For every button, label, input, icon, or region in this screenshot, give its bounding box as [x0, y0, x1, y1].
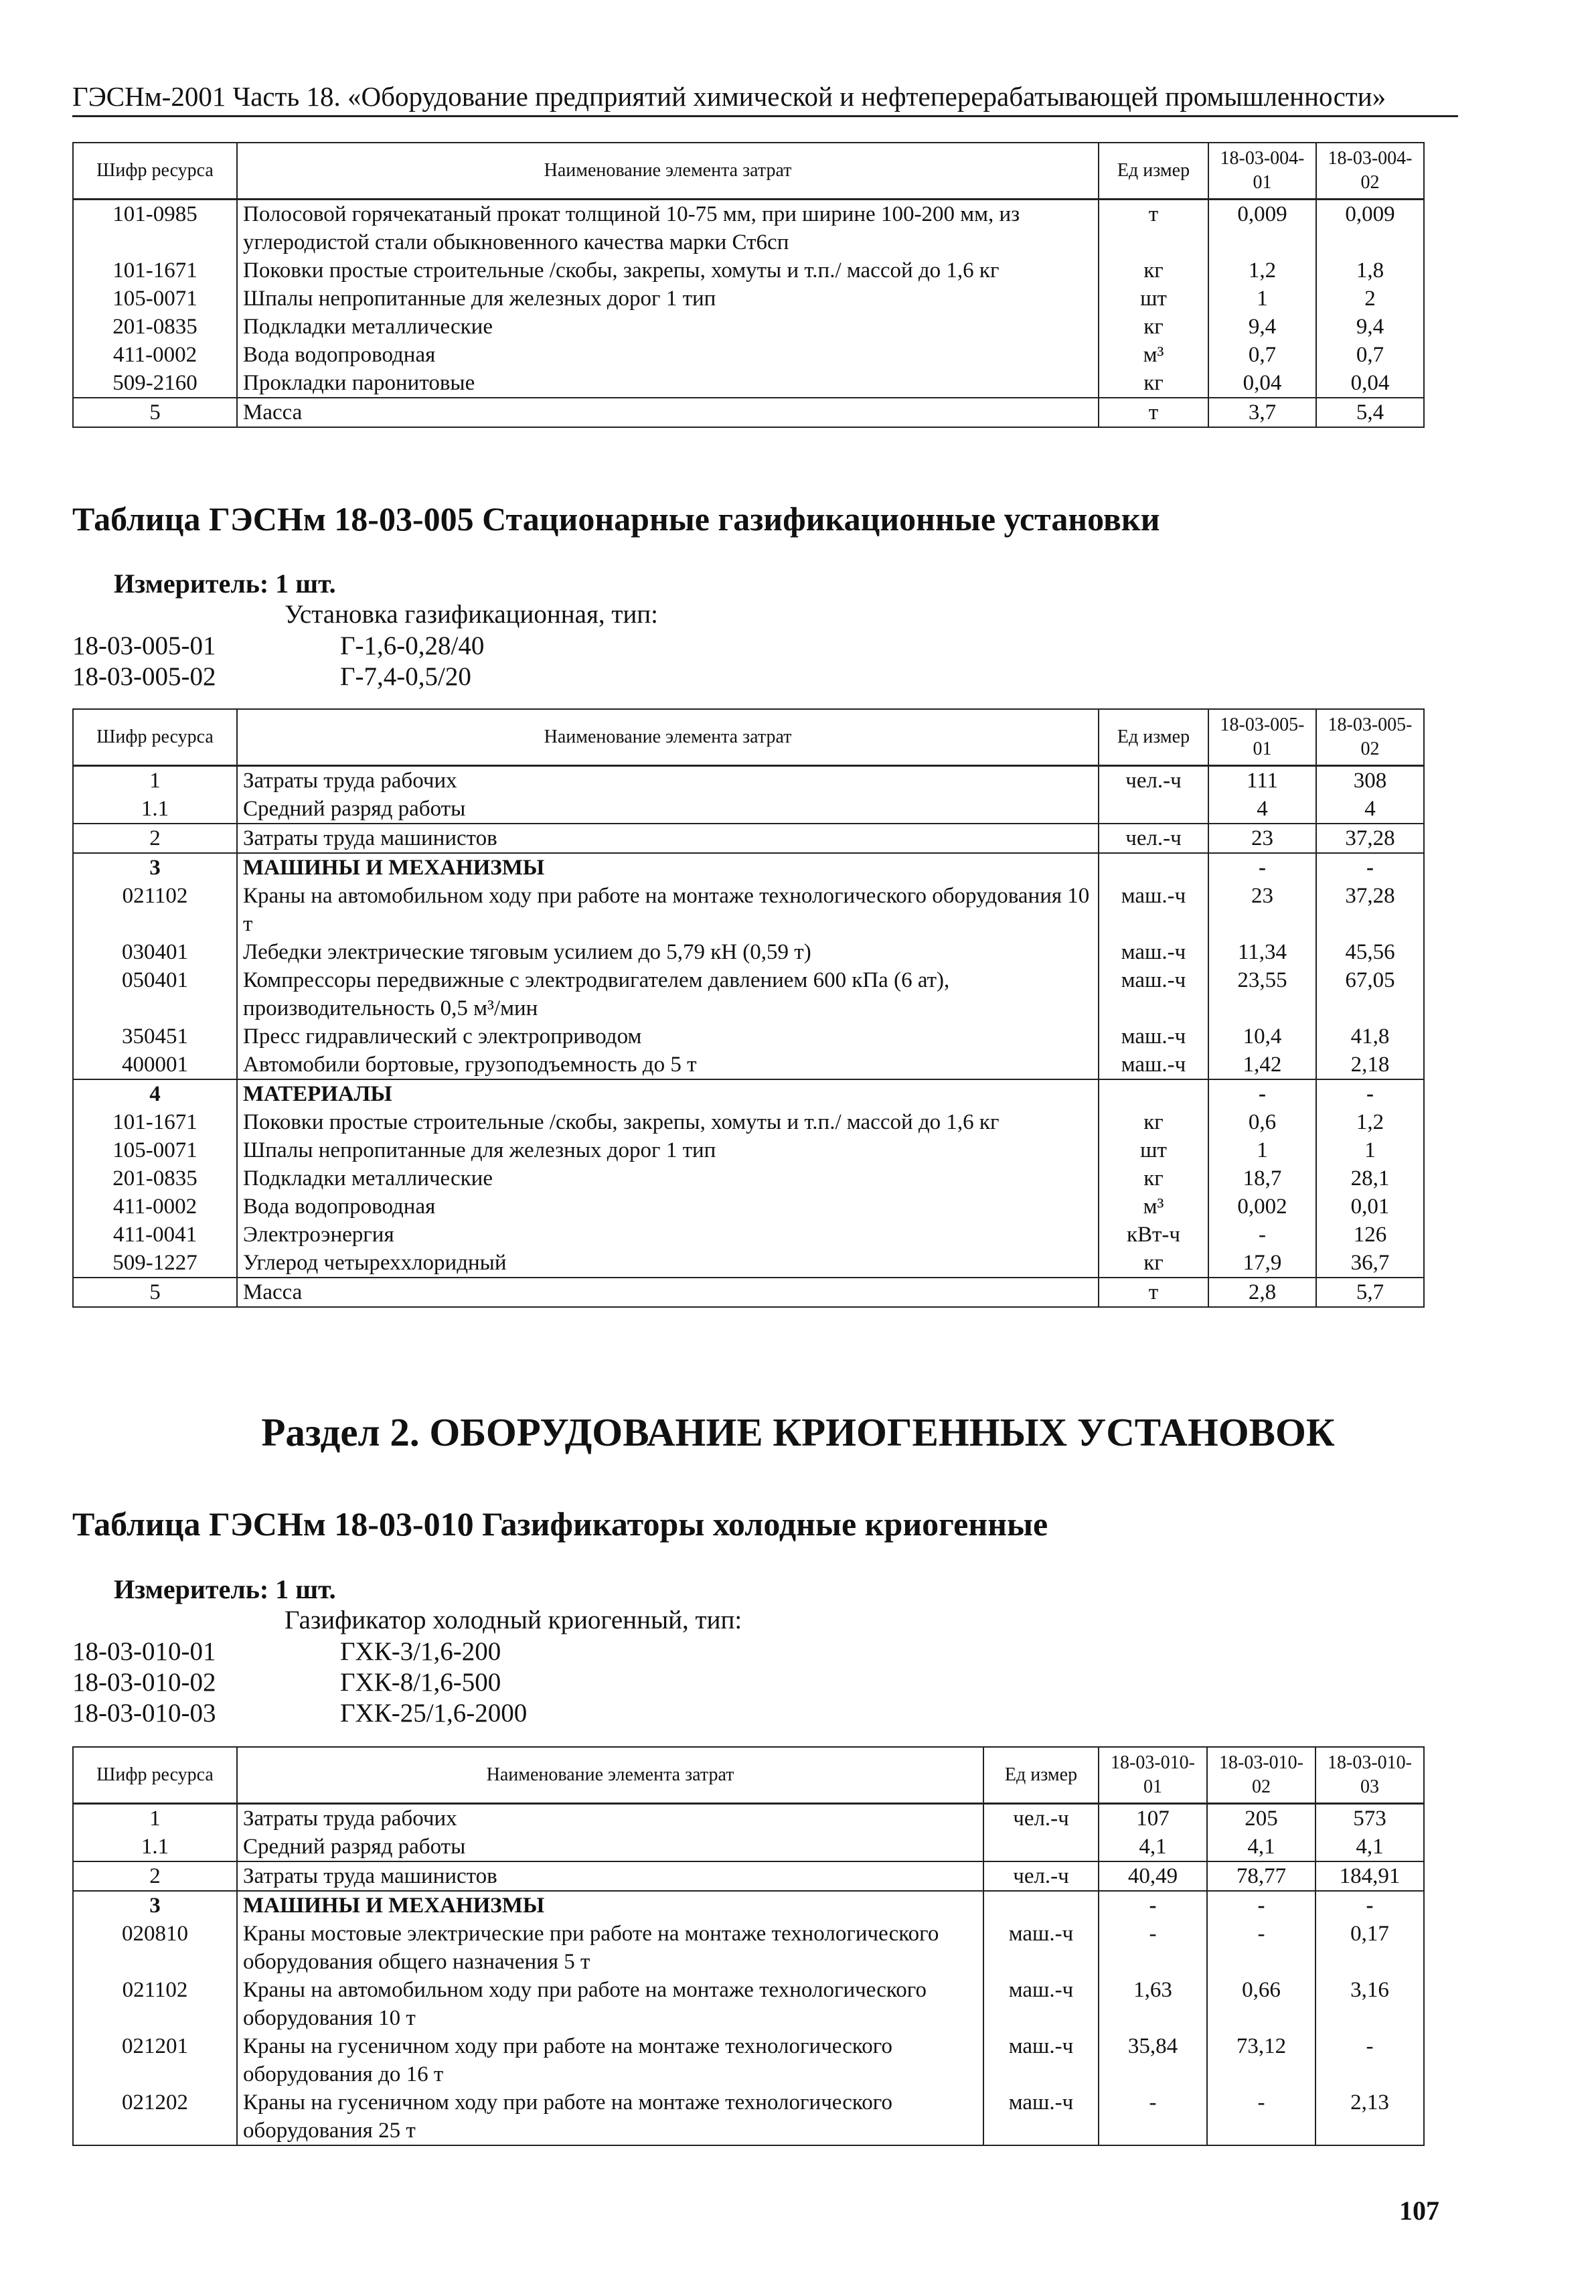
table-row: [73, 765, 1424, 795]
value-cell: 0,01: [1316, 1193, 1424, 1221]
table-row: [73, 882, 1424, 938]
resource-code-cell: 411-0002: [73, 1193, 237, 1221]
unit-cell: кг: [1099, 369, 1208, 398]
value-cell: 10,4: [1208, 1022, 1316, 1051]
value-cell: -: [1208, 1221, 1316, 1249]
table-row: [73, 256, 1424, 285]
resource-code-cell: 2: [73, 824, 237, 853]
resource-code-cell: 050401: [73, 966, 237, 1022]
unit-cell: чел.-ч: [983, 1803, 1099, 1833]
resource-code-cell: 2: [73, 1861, 237, 1891]
unit-cell: чел.-ч: [983, 1861, 1099, 1891]
value-cell: -: [1099, 1920, 1207, 1976]
resource-name-cell: Поковки простые строительные /скобы, закрепы, хомуты и т.п./ массой до 1,6 кг: [237, 256, 1099, 285]
value-cell: 573: [1315, 1803, 1424, 1833]
value-cell: 18,7: [1208, 1164, 1316, 1193]
table-row: [73, 1891, 1424, 1920]
unit-cell: маш.-ч: [1099, 1051, 1208, 1079]
value-cell: -: [1208, 853, 1316, 882]
resource-code-cell: 201-0835: [73, 1164, 237, 1193]
variant-code: 18-03-010-01: [72, 1637, 216, 1666]
resource-name-cell: Затраты труда рабочих: [237, 765, 1099, 795]
col-header-variant: 18-03-004-02: [1316, 143, 1424, 199]
table-row: [73, 1278, 1424, 1307]
unit-cell: маш.-ч: [983, 2032, 1099, 2088]
resource-name-cell: Пресс гидравлический с электроприводом: [237, 1022, 1099, 1051]
variant-name: Г-1,6-0,28/40: [340, 631, 485, 660]
table-row: [73, 966, 1424, 1022]
value-cell: -: [1315, 2032, 1424, 2088]
unit-cell: чел.-ч: [1099, 824, 1208, 853]
table-row: [73, 1249, 1424, 1278]
resource-name-cell: Прокладки паронитовые: [237, 369, 1099, 398]
resource-code-cell: 411-0041: [73, 1221, 237, 1249]
resource-name-cell: Средний разряд работы: [237, 1833, 983, 1861]
resource-code-cell: 020810: [73, 1920, 237, 1976]
col-header-code: Шифр ресурса: [73, 709, 237, 765]
resource-name-cell: МАТЕРИАЛЫ: [237, 1079, 1099, 1108]
table-row: [73, 795, 1424, 824]
resource-code-cell: 105-0071: [73, 1136, 237, 1164]
table-row: [73, 398, 1424, 427]
col-header-name: Наименование элемента затрат: [237, 709, 1099, 765]
value-cell: 9,4: [1208, 313, 1316, 341]
resource-name-cell: Масса: [237, 398, 1099, 427]
value-cell: 0,66: [1207, 1976, 1315, 2032]
value-cell: 4,1: [1315, 1833, 1424, 1861]
value-cell: 0,009: [1208, 199, 1316, 256]
value-cell: 5,4: [1316, 398, 1424, 427]
value-cell: 23: [1208, 824, 1316, 853]
value-cell: 1,8: [1316, 256, 1424, 285]
resource-name-cell: Автомобили бортовые, грузоподъемность до 5 т: [237, 1051, 1099, 1079]
value-cell: -: [1316, 853, 1424, 882]
value-cell: -: [1207, 2088, 1315, 2145]
resource-code-cell: 105-0071: [73, 285, 237, 313]
value-cell: 23: [1208, 882, 1316, 938]
unit-cell: маш.-ч: [1099, 938, 1208, 966]
col-header-code: Шифр ресурса: [73, 143, 237, 199]
install-type-label: Газификатор холодный криогенный, тип:: [285, 1606, 742, 1634]
value-cell: 45,56: [1316, 938, 1424, 966]
resource-table-18-03-005: [72, 708, 1425, 1308]
variant-row: [72, 662, 471, 692]
resource-code-cell: 101-1671: [73, 256, 237, 285]
unit-cell: кВт-ч: [1099, 1221, 1208, 1249]
value-cell: 126: [1316, 1221, 1424, 1249]
resource-name-cell: Компрессоры передвижные с электродвигателем давлением 600 кПа (6 ат), производительность 0,5 м³/мин: [237, 966, 1099, 1022]
table-row: [73, 1976, 1424, 2032]
col-header-variant: 18-03-005-01: [1208, 709, 1316, 765]
resource-name-cell: Затраты труда машинистов: [237, 1861, 983, 1891]
value-cell: 4,1: [1099, 1833, 1207, 1861]
col-header-variant: 18-03-010-03: [1315, 1747, 1424, 1803]
value-cell: 2: [1316, 285, 1424, 313]
value-cell: -: [1099, 1891, 1207, 1920]
section-heading: Раздел 2. ОБОРУДОВАНИЕ КРИОГЕННЫХ УСТАНОВОК: [261, 1410, 1335, 1454]
resource-code-cell: 021102: [73, 882, 237, 938]
col-header-unit: Ед измер: [1099, 143, 1208, 199]
unit-cell: чел.-ч: [1099, 765, 1208, 795]
table-row: [73, 1079, 1424, 1108]
resource-code-cell: 509-2160: [73, 369, 237, 398]
value-cell: 0,002: [1208, 1193, 1316, 1221]
unit-cell: м³: [1099, 1193, 1208, 1221]
resource-name-cell: Вода водопроводная: [237, 1193, 1099, 1221]
value-cell: -: [1207, 1891, 1315, 1920]
table-row: [73, 1022, 1424, 1051]
resource-code-cell: 5: [73, 398, 237, 427]
variant-code: 18-03-005-01: [72, 631, 216, 660]
col-header-code: Шифр ресурса: [73, 1747, 237, 1803]
resource-name-cell: Полосовой горячекатаный прокат толщиной 10-75 мм, при ширине 100-200 мм, из углеродистой стали обыкновенного качества марки Ст6сп: [237, 199, 1099, 256]
table-row: [73, 938, 1424, 966]
value-cell: 1: [1208, 285, 1316, 313]
value-cell: 37,28: [1316, 882, 1424, 938]
unit-cell: [1099, 853, 1208, 882]
resource-name-cell: Затраты труда машинистов: [237, 824, 1099, 853]
resource-code-cell: 411-0002: [73, 341, 237, 369]
resource-name-cell: Подкладки металлические: [237, 313, 1099, 341]
variant-name: ГХК-8/1,6-500: [340, 1668, 501, 1697]
col-header-variant: 18-03-004-01: [1208, 143, 1316, 199]
install-type-label: Установка газификационная, тип:: [285, 600, 659, 629]
page-number: 107: [1399, 2196, 1439, 2226]
unit-cell: [1099, 795, 1208, 824]
measure-unit: Измеритель: 1 шт.: [114, 1574, 336, 1604]
table-row: [73, 1833, 1424, 1861]
value-cell: 73,12: [1207, 2032, 1315, 2088]
value-cell: 0,04: [1208, 369, 1316, 398]
table-row: [73, 1221, 1424, 1249]
table-row: [73, 285, 1424, 313]
value-cell: -: [1208, 1079, 1316, 1108]
unit-cell: маш.-ч: [1099, 966, 1208, 1022]
resource-name-cell: Электроэнергия: [237, 1221, 1099, 1249]
value-cell: 184,91: [1315, 1861, 1424, 1891]
value-cell: -: [1316, 1079, 1424, 1108]
resource-name-cell: Затраты труда рабочих: [237, 1803, 983, 1833]
resource-name-cell: Краны на гусеничном ходу при работе на монтаже технологического оборудования 25 т: [237, 2088, 983, 2145]
variant-row: [72, 631, 484, 661]
value-cell: 2,8: [1208, 1278, 1316, 1307]
unit-cell: маш.-ч: [983, 1920, 1099, 1976]
table-row: [73, 2088, 1424, 2145]
table-row: [73, 1108, 1424, 1136]
resource-code-cell: 030401: [73, 938, 237, 966]
resource-name-cell: МАШИНЫ И МЕХАНИЗМЫ: [237, 853, 1099, 882]
resource-code-cell: 3: [73, 853, 237, 882]
value-cell: 67,05: [1316, 966, 1424, 1022]
resource-name-cell: Лебедки электрические тяговым усилием до 5,79 кН (0,59 т): [237, 938, 1099, 966]
value-cell: -: [1207, 1920, 1315, 1976]
resource-name-cell: Углерод четыреххлоридный: [237, 1249, 1099, 1278]
resource-code-cell: 021102: [73, 1976, 237, 2032]
col-header-unit: Ед измер: [983, 1747, 1099, 1803]
resource-name-cell: Краны на автомобильном ходу при работе на монтаже технологического оборудования 10 т: [237, 1976, 983, 2032]
value-cell: 1: [1316, 1136, 1424, 1164]
unit-cell: кг: [1099, 256, 1208, 285]
value-cell: 11,34: [1208, 938, 1316, 966]
unit-cell: кг: [1099, 1249, 1208, 1278]
value-cell: -: [1315, 1891, 1424, 1920]
value-cell: 1,42: [1208, 1051, 1316, 1079]
resource-name-cell: Шпалы непропитанные для железных дорог 1 тип: [237, 1136, 1099, 1164]
value-cell: 1,2: [1208, 256, 1316, 285]
value-cell: 1,2: [1316, 1108, 1424, 1136]
value-cell: 23,55: [1208, 966, 1316, 1022]
resource-name-cell: МАШИНЫ И МЕХАНИЗМЫ: [237, 1891, 983, 1920]
resource-name-cell: Краны мостовые электрические при работе на монтаже технологического оборудования общего назначения 5 т: [237, 1920, 983, 1976]
unit-cell: маш.-ч: [1099, 882, 1208, 938]
unit-cell: кг: [1099, 1164, 1208, 1193]
resource-name-cell: Масса: [237, 1278, 1099, 1307]
value-cell: 35,84: [1099, 2032, 1207, 2088]
resource-code-cell: 1: [73, 765, 237, 795]
resource-code-cell: 509-1227: [73, 1249, 237, 1278]
table-row: [73, 2032, 1424, 2088]
resource-table-18-03-010: [72, 1746, 1425, 2146]
variant-code: 18-03-005-02: [72, 662, 216, 691]
unit-cell: [983, 1833, 1099, 1861]
value-cell: 78,77: [1207, 1861, 1315, 1891]
unit-cell: шт: [1099, 1136, 1208, 1164]
unit-cell: м³: [1099, 341, 1208, 369]
col-header-unit: Ед измер: [1099, 709, 1208, 765]
resource-name-cell: Шпалы непропитанные для железных дорог 1 тип: [237, 285, 1099, 313]
value-cell: 0,7: [1208, 341, 1316, 369]
variant-row: [72, 1636, 501, 1667]
value-cell: 5,7: [1316, 1278, 1424, 1307]
value-cell: 36,7: [1316, 1249, 1424, 1278]
table-row: [73, 853, 1424, 882]
resource-name-cell: Средний разряд работы: [237, 795, 1099, 824]
col-header-name: Наименование элемента затрат: [237, 143, 1099, 199]
variant-row: [72, 1698, 527, 1728]
value-cell: 111: [1208, 765, 1316, 795]
resource-code-cell: 4: [73, 1079, 237, 1108]
value-cell: 37,28: [1316, 824, 1424, 853]
unit-cell: т: [1099, 398, 1208, 427]
value-cell: 2,13: [1315, 2088, 1424, 2145]
table-row: [73, 1136, 1424, 1164]
value-cell: 28,1: [1316, 1164, 1424, 1193]
col-header-name: Наименование элемента затрат: [237, 1747, 983, 1803]
value-cell: 308: [1316, 765, 1424, 795]
col-header-variant: 18-03-005-02: [1316, 709, 1424, 765]
table-row: [73, 1803, 1424, 1833]
value-cell: 4,1: [1207, 1833, 1315, 1861]
resource-code-cell: 1.1: [73, 795, 237, 824]
resource-code-cell: 5: [73, 1278, 237, 1307]
table-row: [73, 824, 1424, 853]
unit-cell: [983, 1891, 1099, 1920]
resource-code-cell: 1: [73, 1803, 237, 1833]
value-cell: 0,7: [1316, 341, 1424, 369]
value-cell: 0,17: [1315, 1920, 1424, 1976]
variant-code: 18-03-010-03: [72, 1699, 216, 1728]
table-row: [73, 341, 1424, 369]
unit-cell: [1099, 1079, 1208, 1108]
value-cell: 1: [1208, 1136, 1316, 1164]
col-header-variant: 18-03-010-01: [1099, 1747, 1207, 1803]
table-row: [73, 199, 1424, 256]
resource-table-18-03-004: [72, 142, 1425, 428]
variant-row: [72, 1667, 501, 1697]
value-cell: 3,7: [1208, 398, 1316, 427]
resource-code-cell: 101-1671: [73, 1108, 237, 1136]
measure-unit: Измеритель: 1 шт.: [114, 568, 336, 599]
running-header: ГЭСНм-2001 Часть 18. «Оборудование предприятий химической и нефтеперерабатывающей промышленности»: [72, 80, 1458, 117]
table-row: [73, 1920, 1424, 1976]
table-row: [73, 1164, 1424, 1193]
value-cell: 4: [1316, 795, 1424, 824]
value-cell: 0,6: [1208, 1108, 1316, 1136]
unit-cell: маш.-ч: [983, 1976, 1099, 2032]
resource-code-cell: 021201: [73, 2032, 237, 2088]
value-cell: 4: [1208, 795, 1316, 824]
table-row: [73, 1051, 1424, 1079]
variant-name: ГХК-25/1,6-2000: [340, 1699, 528, 1728]
resource-name-cell: Краны на гусеничном ходу при работе на монтаже технологического оборудования до 16 т: [237, 2032, 983, 2088]
variant-code: 18-03-010-02: [72, 1668, 216, 1697]
value-cell: 41,8: [1316, 1022, 1424, 1051]
resource-name-cell: Подкладки металлические: [237, 1164, 1099, 1193]
unit-cell: шт: [1099, 285, 1208, 313]
value-cell: 40,49: [1099, 1861, 1207, 1891]
unit-cell: кг: [1099, 1108, 1208, 1136]
resource-code-cell: 400001: [73, 1051, 237, 1079]
value-cell: 1,63: [1099, 1976, 1207, 2032]
col-header-variant: 18-03-010-02: [1207, 1747, 1315, 1803]
resource-code-cell: 1.1: [73, 1833, 237, 1861]
table-row: [73, 1861, 1424, 1891]
unit-cell: маш.-ч: [983, 2088, 1099, 2145]
resource-code-cell: 101-0985: [73, 199, 237, 256]
unit-cell: кг: [1099, 313, 1208, 341]
resource-code-cell: 201-0835: [73, 313, 237, 341]
unit-cell: т: [1099, 199, 1208, 256]
resource-name-cell: Вода водопроводная: [237, 341, 1099, 369]
table-row: [73, 313, 1424, 341]
unit-cell: маш.-ч: [1099, 1022, 1208, 1051]
value-cell: 0,009: [1316, 199, 1424, 256]
variant-name: Г-7,4-0,5/20: [340, 662, 471, 691]
resource-code-cell: 021202: [73, 2088, 237, 2145]
value-cell: 3,16: [1315, 1976, 1424, 2032]
table-row: [73, 369, 1424, 398]
table-title-18-03-005: Таблица ГЭСНм 18-03-005 Стационарные газификационные установки: [72, 500, 1160, 538]
table-row: [73, 1193, 1424, 1221]
value-cell: 17,9: [1208, 1249, 1316, 1278]
resource-name-cell: Поковки простые строительные /скобы, закрепы, хомуты и т.п./ массой до 1,6 кг: [237, 1108, 1099, 1136]
resource-code-cell: 350451: [73, 1022, 237, 1051]
table-title-18-03-010: Таблица ГЭСНм 18-03-010 Газификаторы холодные криогенные: [72, 1505, 1048, 1543]
value-cell: 2,18: [1316, 1051, 1424, 1079]
unit-cell: т: [1099, 1278, 1208, 1307]
variant-name: ГХК-3/1,6-200: [340, 1637, 501, 1666]
value-cell: -: [1099, 2088, 1207, 2145]
resource-name-cell: Краны на автомобильном ходу при работе на монтаже технологического оборудования 10 т: [237, 882, 1099, 938]
resource-code-cell: 3: [73, 1891, 237, 1920]
value-cell: 9,4: [1316, 313, 1424, 341]
value-cell: 0,04: [1316, 369, 1424, 398]
value-cell: 205: [1207, 1803, 1315, 1833]
value-cell: 107: [1099, 1803, 1207, 1833]
